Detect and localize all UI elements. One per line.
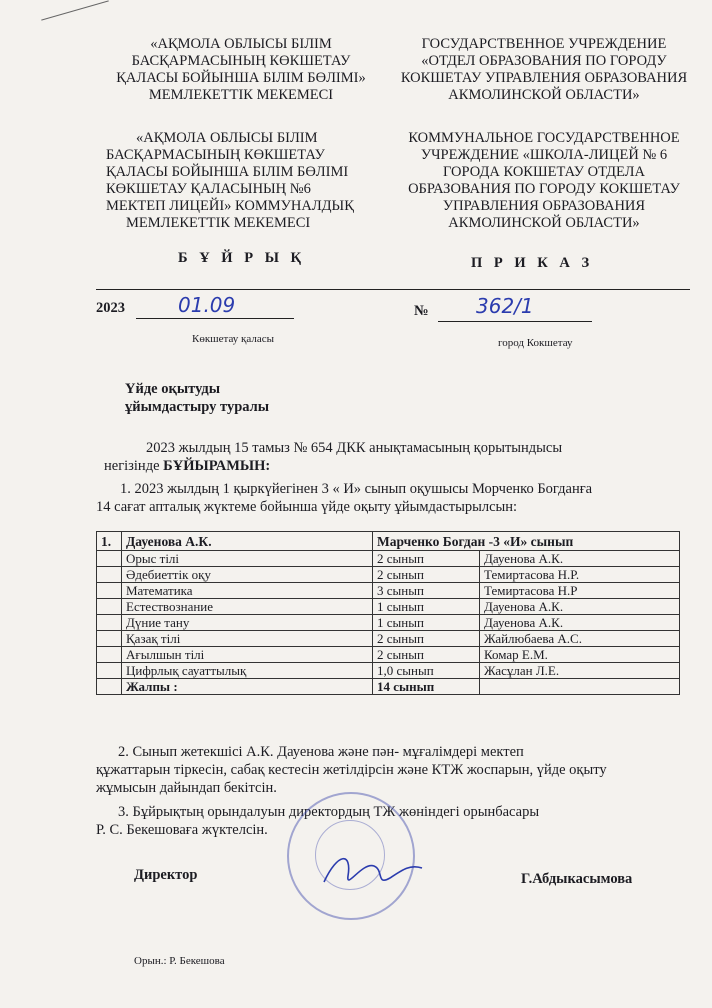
table-row <box>97 551 680 567</box>
table-row <box>97 663 680 679</box>
table-row <box>97 583 680 599</box>
header-ru-school-line: КОММУНАЛЬНОЕ ГОСУДАРСТВЕННОЕ <box>408 130 680 146</box>
date-handwritten: 01.09 <box>178 293 236 317</box>
table-cell: 2 сынып <box>373 647 480 663</box>
header-kz-school-line: ҚАЛАСЫ БОЙЫНША БІЛІМ БӨЛІМІ <box>106 164 349 180</box>
header-ru-org-line: ГОСУДАРСТВЕННОЕ УЧРЕЖДЕНИЕ <box>421 36 667 52</box>
table-cell <box>97 647 122 663</box>
table-cell <box>97 599 122 615</box>
signature-role: Директор <box>134 867 198 883</box>
schedule-table <box>96 531 680 695</box>
table-row <box>97 647 680 663</box>
city-kz: Көкшетау қаласы <box>192 333 275 345</box>
subject-line: ұйымдастыру туралы <box>125 399 270 415</box>
date-underline <box>136 318 294 319</box>
table-cell: Дауенова А.К. <box>122 532 373 551</box>
table-cell: Естествознание <box>122 599 373 615</box>
table-cell <box>97 583 122 599</box>
header-kz-school-line: МЕМЛЕКЕТТІК МЕКЕМЕСІ <box>126 215 311 231</box>
header-ru-school-line: АКМОЛИНСКОЙ ОБЛАСТИ» <box>448 215 640 231</box>
table-cell: 2 сынып <box>373 631 480 647</box>
signature-name: Г.Абдыкасымова <box>521 871 633 887</box>
item2-line: құжаттарын тіркесін, сабақ кестесін жетілдірсін және КТЖ жоспарын, үйде оқыту <box>96 762 607 778</box>
order-number-label: № <box>414 303 429 319</box>
header-ru-school <box>384 130 704 232</box>
header-kz-school <box>96 130 386 232</box>
title-ru: П Р И К А З <box>471 255 594 271</box>
table-cell: 1 сынып <box>373 599 480 615</box>
executor-note: Орын.: Р. Бекешова <box>134 955 225 967</box>
table-cell: Дауенова А.К. <box>480 599 680 615</box>
table-cell: Орыс тілі <box>122 551 373 567</box>
header-kz-org-line: МЕМЛЕКЕТТІК МЕКЕМЕСІ <box>148 87 334 103</box>
table-cell: Дүние тану <box>122 615 373 631</box>
header-kz-school-line: МЕКТЕП ЛИЦЕЙІ» КОММУНАЛДЫҚ <box>106 198 354 214</box>
table-row <box>97 615 680 631</box>
table-row <box>97 599 680 615</box>
header-ru-org-line: КОКШЕТАУ УПРАВЛЕНИЯ ОБРАЗОВАНИЯ <box>400 70 688 86</box>
item2-line: жұмысын дайындап бекітсін. <box>96 780 277 796</box>
header-ru-school-line: ГОРОДА КОКШЕТАУ ОТДЕЛА <box>443 164 645 180</box>
table-cell <box>97 567 122 583</box>
header-kz-school-line: «АҚМОЛА ОБЛЫСЫ БІЛІМ <box>136 130 318 146</box>
header-kz-org <box>96 36 386 104</box>
corner-scratch <box>41 0 109 20</box>
table-total-row <box>97 679 680 695</box>
subject-line: Үйде оқытуды <box>125 381 221 397</box>
table-cell: Математика <box>122 583 373 599</box>
intro-prefix: негізінде <box>104 458 164 474</box>
header-kz-org-line: «АҚМОЛА ОБЛЫСЫ БІЛІМ <box>150 36 332 52</box>
table-header-row <box>97 532 680 551</box>
table-cell: 1 сынып <box>373 615 480 631</box>
table-cell <box>97 631 122 647</box>
table-cell: 1. <box>97 532 122 551</box>
table-cell: 14 сынып <box>373 679 480 695</box>
table-cell <box>97 551 122 567</box>
table-cell: Марченко Богдан -3 «И» сынып <box>373 532 680 551</box>
header-kz-org-line: ҚАЛАСЫ БОЙЫНША БІЛІМ БӨЛІМІ» <box>116 70 366 86</box>
table-cell: Әдебиеттік оқу <box>122 567 373 583</box>
table-cell: Қазақ тілі <box>122 631 373 647</box>
item1-line: 14 сағат апталық жүктеме бойынша үйде оқыту ұйымдастырылсын: <box>96 499 518 515</box>
table-row <box>97 567 680 583</box>
signature-scribble <box>318 842 428 902</box>
header-kz-school-line: КӨКШЕТАУ ҚАЛАСЫНЫҢ №6 <box>106 181 311 197</box>
table-cell <box>97 663 122 679</box>
order-year: 2023 <box>96 300 125 316</box>
table-cell: Комар Е.М. <box>480 647 680 663</box>
table-cell: Дауенова А.К. <box>480 551 680 567</box>
header-ru-org-line: АКМОЛИНСКОЙ ОБЛАСТИ» <box>448 87 640 103</box>
table-row <box>97 631 680 647</box>
table-cell: Жасұлан Л.Е. <box>480 663 680 679</box>
table-cell: Дауенова А.К. <box>480 615 680 631</box>
table-cell: 2 сынып <box>373 551 480 567</box>
table-cell: 1,0 сынып <box>373 663 480 679</box>
city-ru: город Кокшетау <box>498 337 573 349</box>
number-underline <box>438 321 592 322</box>
intro-line <box>104 458 270 475</box>
table-cell: Темиртасова Н.Р <box>480 583 680 599</box>
table-cell <box>480 679 680 695</box>
header-kz-org-line: БАСҚАРМАСЫНЫҢ КӨКШЕТАУ <box>131 53 351 69</box>
item2-line: 2. Сынып жетекшісі А.К. Дауенова және пән- мұғалімдері мектеп <box>118 744 524 760</box>
table-cell: Ағылшын тілі <box>122 647 373 663</box>
header-ru-school-line: УЧРЕЖДЕНИЕ «ШКОЛА-ЛИЦЕЙ № 6 <box>420 147 668 163</box>
item1-line: 1. 2023 жылдың 1 қыркүйегінен 3 « И» сынып оқушысы Морченко Богданға <box>120 481 593 497</box>
header-ru-school-line: УПРАВЛЕНИЯ ОБРАЗОВАНИЯ <box>442 198 646 214</box>
table-cell: Цифрлық сауаттылық <box>122 663 373 679</box>
header-kz-school-line: БАСҚАРМАСЫНЫҢ КӨКШЕТАУ <box>106 147 325 163</box>
number-handwritten: 362/1 <box>476 294 534 318</box>
header-ru-org <box>384 36 704 104</box>
header-ru-org-line: «ОТДЕЛ ОБРАЗОВАНИЯ ПО ГОРОДУ <box>421 53 667 69</box>
title-kz: Б Ұ Й Р Ы Қ <box>178 250 306 266</box>
table-cell <box>97 615 122 631</box>
table-cell <box>97 679 122 695</box>
header-rule <box>96 289 690 290</box>
intro-order-word: БҰЙЫРАМЫН: <box>163 458 271 474</box>
item3-line: Р. С. Бекешоваға жүктелсін. <box>96 822 268 838</box>
header-ru-school-line: ОБРАЗОВАНИЯ ПО ГОРОДУ КОКШЕТАУ <box>408 181 680 197</box>
table-cell: Жайлюбаева А.С. <box>480 631 680 647</box>
intro-line: 2023 жылдың 15 тамыз № 654 ДКК анықтамасының қорытындысы <box>146 440 563 456</box>
table-cell: Темиртасова Н.Р. <box>480 567 680 583</box>
table-cell: Жалпы : <box>122 679 373 695</box>
table-cell: 3 сынып <box>373 583 480 599</box>
table-cell: 2 сынып <box>373 567 480 583</box>
item3-line: 3. Бұйрықтың орындалуын директордың ТЖ жөніндегі орынбасары <box>118 804 540 820</box>
